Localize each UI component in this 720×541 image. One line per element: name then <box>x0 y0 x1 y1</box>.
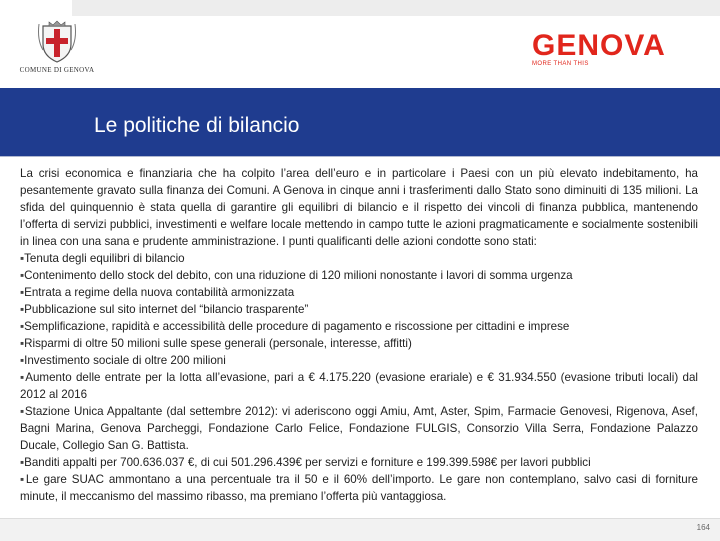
bullet-mark-icon: ▪ <box>20 456 25 469</box>
bullet-mark-icon: ▪ <box>20 405 25 418</box>
bullet-text: Contenimento dello stock del debito, con una riduzione di 120 milioni nonostante i lavori di somma urgenza <box>24 269 573 282</box>
bullet-item <box>20 352 698 369</box>
bullet-mark-icon: ▪ <box>20 473 26 486</box>
comune-logo <box>14 20 100 80</box>
bullet-text: Banditi appalti per 700.636.037 €, di cui 501.296.439€ per servizi e forniture e 199.399.598€ per lavori pubblici <box>24 456 591 469</box>
bullet-text: Investimento sociale di oltre 200 milioni <box>24 354 226 367</box>
bullet-text: Le gare SUAC ammontano a una percentuale tra il 50 e il 60% dell’importo. Le gare non contemplano, salvo casi di forniture minute, il meccanismo del massimo ribasso, ma premiano l’offerta più vantaggiosa. <box>20 473 698 503</box>
bullet-mark-icon: ▪ <box>20 354 25 367</box>
genova-logo <box>532 29 702 72</box>
bullet-text: Tenuta degli equilibri di bilancio <box>24 252 185 265</box>
bullet-mark-icon: ▪ <box>20 252 25 265</box>
genova-logo-text: GENOVA <box>532 29 666 62</box>
bullet-item <box>20 250 698 267</box>
bullet-item <box>20 471 698 505</box>
footer-strip <box>0 518 720 541</box>
bullet-text: Pubblicazione sul sito internet del “bilancio trasparente” <box>24 303 309 316</box>
bullet-list <box>20 250 698 505</box>
coat-of-arms-icon <box>35 20 79 64</box>
bullet-text: Entrata a regime della nuova contabilità armonizzata <box>24 286 295 299</box>
top-strip <box>72 0 720 16</box>
genova-tagline: MORE THAN THIS <box>532 61 589 67</box>
bullet-item <box>20 403 698 454</box>
bullet-mark-icon: ▪ <box>20 286 25 299</box>
bullet-item <box>20 318 698 335</box>
bullet-text: Stazione Unica Appaltante (dal settembre 2012): vi aderiscono oggi Amiu, Amt, Aster, Spim, Farmacie Genovesi, Rigenova, Asef, Bagni Marina, Genova Parcheggi, Fondazione Carlo Felice, Fondazione FULGIS, Consorzio Villa Serra, Fondazione Palazzo Ducale, Collegio San G. Battista. <box>20 405 698 452</box>
bullet-mark-icon: ▪ <box>20 337 25 350</box>
intro-paragraph: La crisi economica e finanziaria che ha colpito l’area dell’euro e in particolare i Paesi con un più elevato indebitamento, ha pesantemente gravato sulla finanza dei Comuni. A Genova in cinque anni i trasferimenti dallo Stato sono diminuiti di 135 milioni. La sfida del quinquennio è stata quella di garantire gli equilibri di bilancio e il rispetto dei vincoli di finanza pubblica, mantenendo l’offerta di servizi pubblici, investimenti e welfare locale mettendo in campo tutte le azioni pragmaticamente e socialmente sostenibili in linea con una sana e prudente amministrazione. I punti qualificanti delle azioni condotte sono stati: <box>20 167 698 248</box>
bullet-item <box>20 284 698 301</box>
comune-name: COMUNE DI GENOVA <box>19 66 95 74</box>
bullet-item <box>20 301 698 318</box>
bullet-item <box>20 369 698 403</box>
bullet-mark-icon: ▪ <box>20 303 25 316</box>
bullet-text: Risparmi di oltre 50 milioni sulle spese generali (personale, interesse, affitti) <box>24 337 412 350</box>
bullet-text: Aumento delle entrate per la lotta all’evasione, pari a € 4.175.220 (evasione erariale) e € 31.934.550 (evasione tributi locali) dal 2012 al 2016 <box>20 371 698 401</box>
bullet-mark-icon: ▪ <box>20 320 25 333</box>
page-title: Le politiche di bilancio <box>94 114 300 137</box>
bullet-text: Semplificazione, rapidità e accessibilità delle procedure di pagamento e riscossione per cittadini e imprese <box>24 320 570 333</box>
bullet-item <box>20 454 698 471</box>
bullet-mark-icon: ▪ <box>20 269 25 282</box>
page-number: 164 <box>696 523 710 532</box>
bullet-item <box>20 335 698 352</box>
bullet-item <box>20 267 698 284</box>
bullet-mark-icon: ▪ <box>20 371 26 384</box>
content-body <box>20 165 698 505</box>
